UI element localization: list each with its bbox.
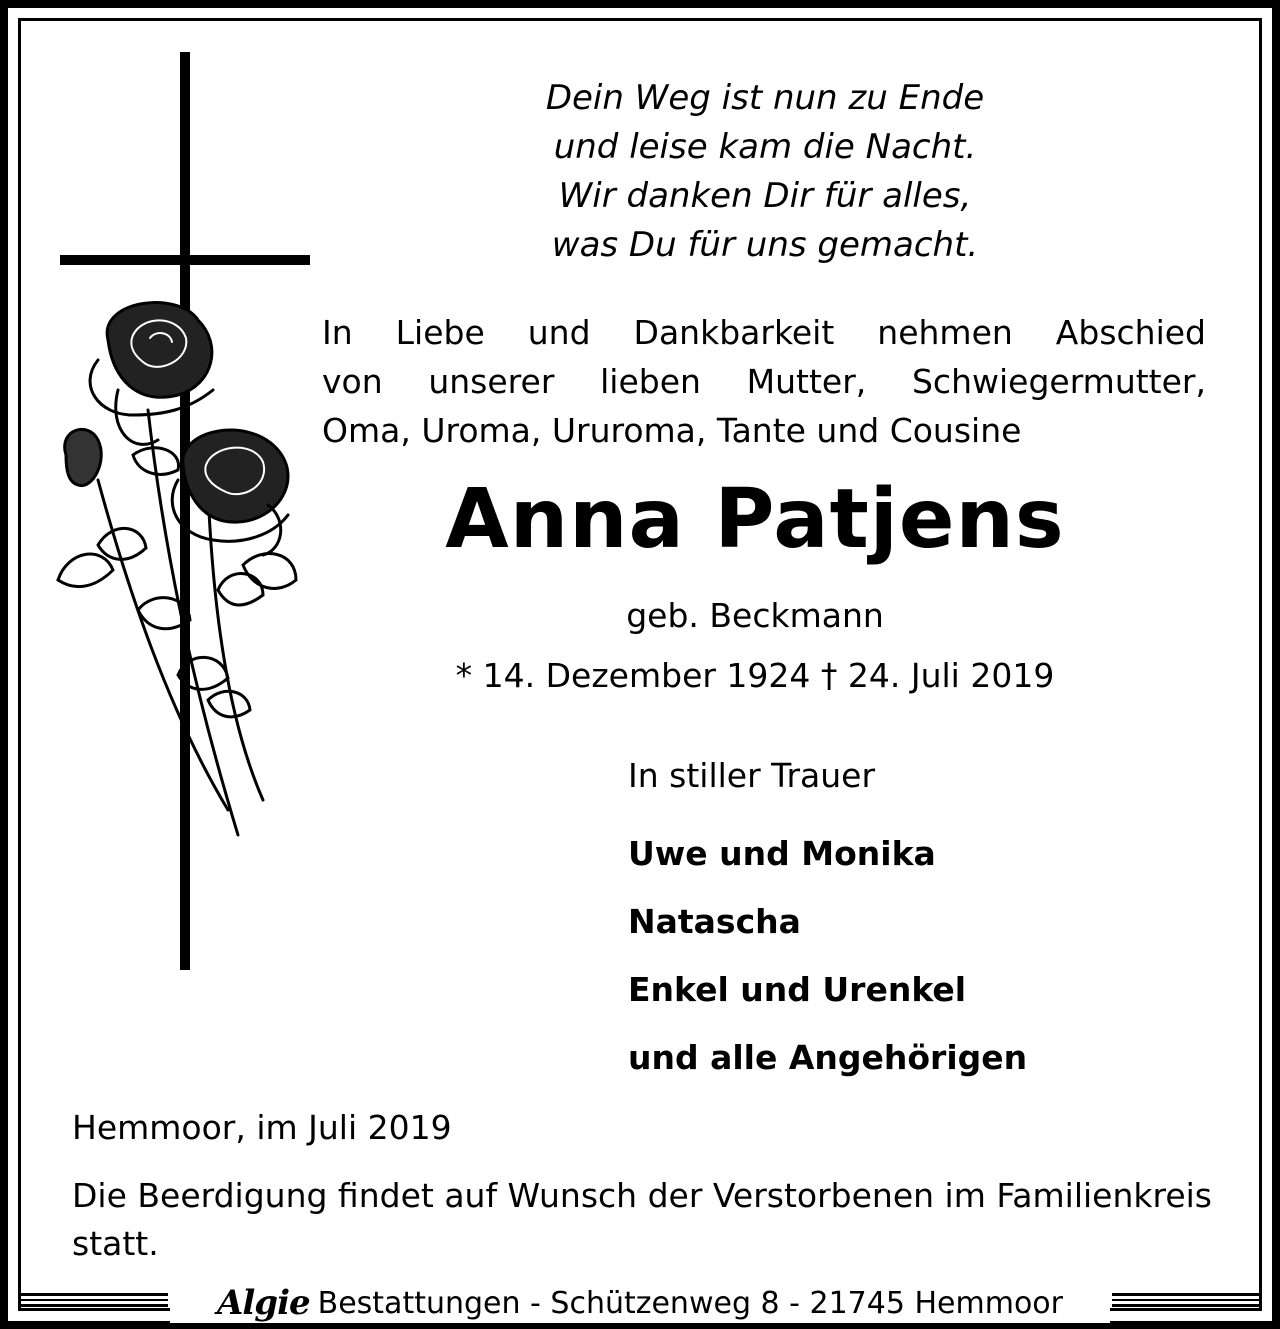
funeral-home-footer (170, 1283, 1110, 1323)
mourners (628, 752, 1188, 1092)
footer-rule (1112, 1293, 1262, 1307)
footer-rule (18, 1293, 168, 1307)
mourner-name: und alle Angehörigen (628, 1038, 1028, 1077)
poem-line: Wir danken Dir für alles, (558, 176, 972, 216)
deceased-name: Anna Patjens (445, 472, 1065, 567)
place-date: Hemmoor, im Juli 2019 (72, 1108, 452, 1147)
mourner-name: Natascha (628, 902, 801, 941)
poem-line: was Du für uns gemacht. (551, 225, 979, 265)
mourner-name: Uwe und Monika (628, 834, 936, 873)
intro-line: von unserer lieben Mutter, Schwiegermutter, (322, 362, 1206, 401)
funeral-home-logo: Algie (217, 1283, 310, 1323)
intro-text (322, 308, 1206, 455)
mourner-name: Enkel und Urenkel (628, 970, 967, 1009)
poem (420, 74, 1110, 270)
intro-line: In Liebe und Dankbarkeit nehmen Abschied (322, 313, 1206, 352)
roses-illustration (38, 290, 308, 850)
poem-line: Dein Weg ist nun zu Ende (545, 78, 985, 118)
mourners-lead: In stiller Trauer (628, 756, 876, 795)
birth-name: geb. Beckmann (626, 596, 884, 635)
life-dates: * 14. Dezember 1924 † 24. Juli 2019 (455, 656, 1055, 695)
cross-beam (60, 255, 310, 265)
poem-line: und leise kam die Nacht. (553, 127, 977, 167)
intro-line: Oma, Uroma, Ururoma, Tante und Cousine (322, 411, 1022, 450)
funeral-home-address: Bestattungen - Schützenweg 8 - 21745 Hemmoor (317, 1285, 1063, 1321)
funeral-note: Die Beerdigung findet auf Wunsch der Verstorbenen im Familienkreis statt. (72, 1176, 1212, 1263)
